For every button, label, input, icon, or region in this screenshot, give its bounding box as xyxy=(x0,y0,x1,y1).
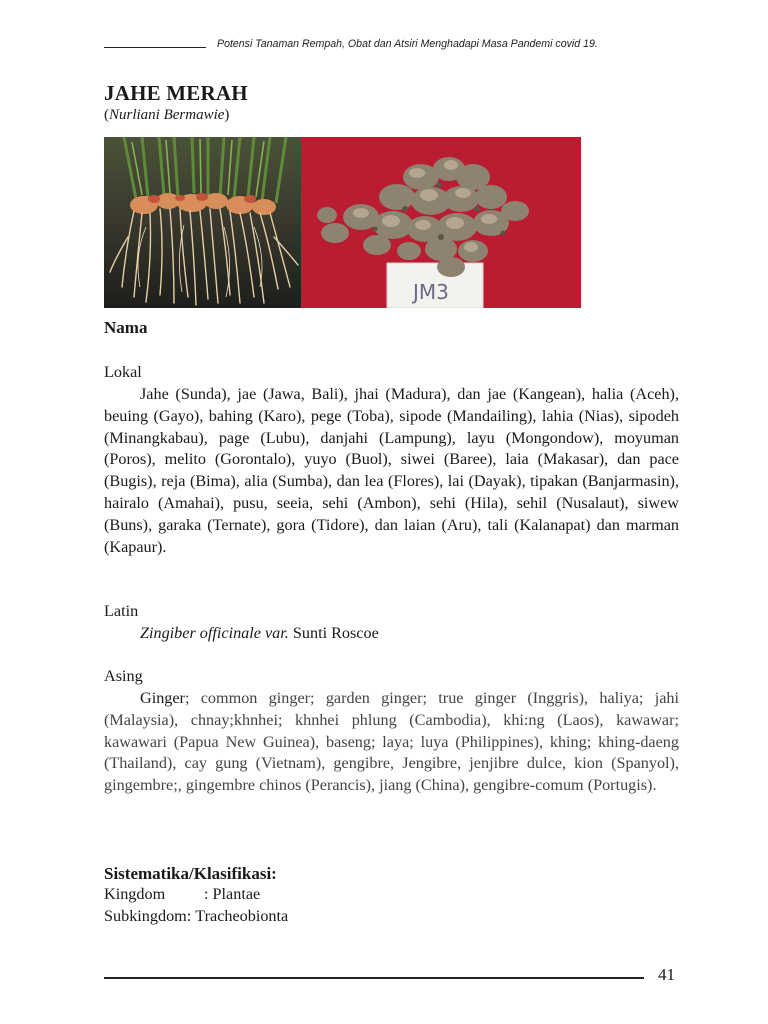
asing-paragraph xyxy=(104,688,679,797)
red-ginger-rhizome-photo xyxy=(301,137,581,308)
article-title: JAHE MERAH xyxy=(104,81,248,105)
latin-name-italic: Zingiber officinale var. xyxy=(140,624,289,642)
latin-name-rest: Sunti Roscoe xyxy=(288,624,379,642)
taxon-key: Subkingdom: xyxy=(104,907,192,925)
footer-rule xyxy=(104,977,644,979)
taxon-value: Tracheobionta xyxy=(195,907,289,925)
asing-first-word: Ginger xyxy=(140,689,185,707)
lokal-label: Lokal xyxy=(104,363,142,381)
author-line xyxy=(104,107,229,124)
photo-strip xyxy=(104,137,581,308)
asing-text: ; common ginger; garden ginger; true ginger (Inggris), haliya; jahi (Malaysia), chnay;khnhei; khnhei phlung (Cambodia), khi:ng (Laos), kawawar; kawawari (Papua New Guinea), baseng; laya; luya (Philippines), khing; khing-daeng (Thailand), cay gung (Vietnam), gengibre, Jengibre, jenjibre dulce, kion (Spanyol), gingembre;, gingembre chinos (Perancis), jiang (China), gengibre-comum (Portugis). xyxy=(104,689,679,795)
rhizome-illustration xyxy=(301,137,581,308)
lokal-text: Jahe (Sunda), jae (Jawa, Bali), jhai (Madura), dan jae (Kangean), halia (Aceh), beuing (Gayo), bahing (Karo), pege (Toba), sipode (Mandailing), lahia (Nias), sipodeh (Minangkabau), page (Lubu), danjahi (Lampung), layu (Mongondow), moyuman (Poros), melito (Gorontalo), yuyo (Buol), siwei (Baree), laia (Makasar), dan pace (Bugis), reja (Bima), alia (Sumba), dan lea (Flores), lai (Dayak), tipakan (Banjarmasin), hairalo (Amahai), pusu, seeia, sehi (Ambon), sehi (Hila), sehil (Nusalaut), siwew (Buns), garaka (Ternate), gora (Tidore), dan laian (Aru), tali (Kalanapat) dan marman (Kapaur). xyxy=(104,385,679,556)
running-header: Potensi Tanaman Rempah, Obat dan Atsiri Menghadapi Masa Pandemi covid 19. xyxy=(217,38,598,50)
page-number: 41 xyxy=(658,965,675,984)
taxon-row xyxy=(104,885,260,904)
latin-name xyxy=(140,624,379,643)
taxon-value: Plantae xyxy=(212,885,261,903)
asing-label: Asing xyxy=(104,667,143,685)
specimen-tag: JM3 xyxy=(413,280,449,304)
section-heading-klasifikasi: Sistematika/Klasifikasi: xyxy=(104,864,277,883)
latin-label: Latin xyxy=(104,602,139,620)
section-heading-nama: Nama xyxy=(104,318,148,337)
author-paren-open: ( xyxy=(104,107,109,123)
header-rule xyxy=(104,47,206,48)
ginger-plant-photo xyxy=(104,137,301,308)
lokal-paragraph xyxy=(104,384,679,558)
taxon-sep: : xyxy=(204,885,213,903)
author-paren-close: ) xyxy=(224,107,230,123)
author-name: Nurliani Bermawie xyxy=(109,107,225,123)
taxon-row xyxy=(104,907,288,926)
ginger-plant-illustration xyxy=(104,137,301,308)
taxon-key: Kingdom xyxy=(104,885,166,903)
